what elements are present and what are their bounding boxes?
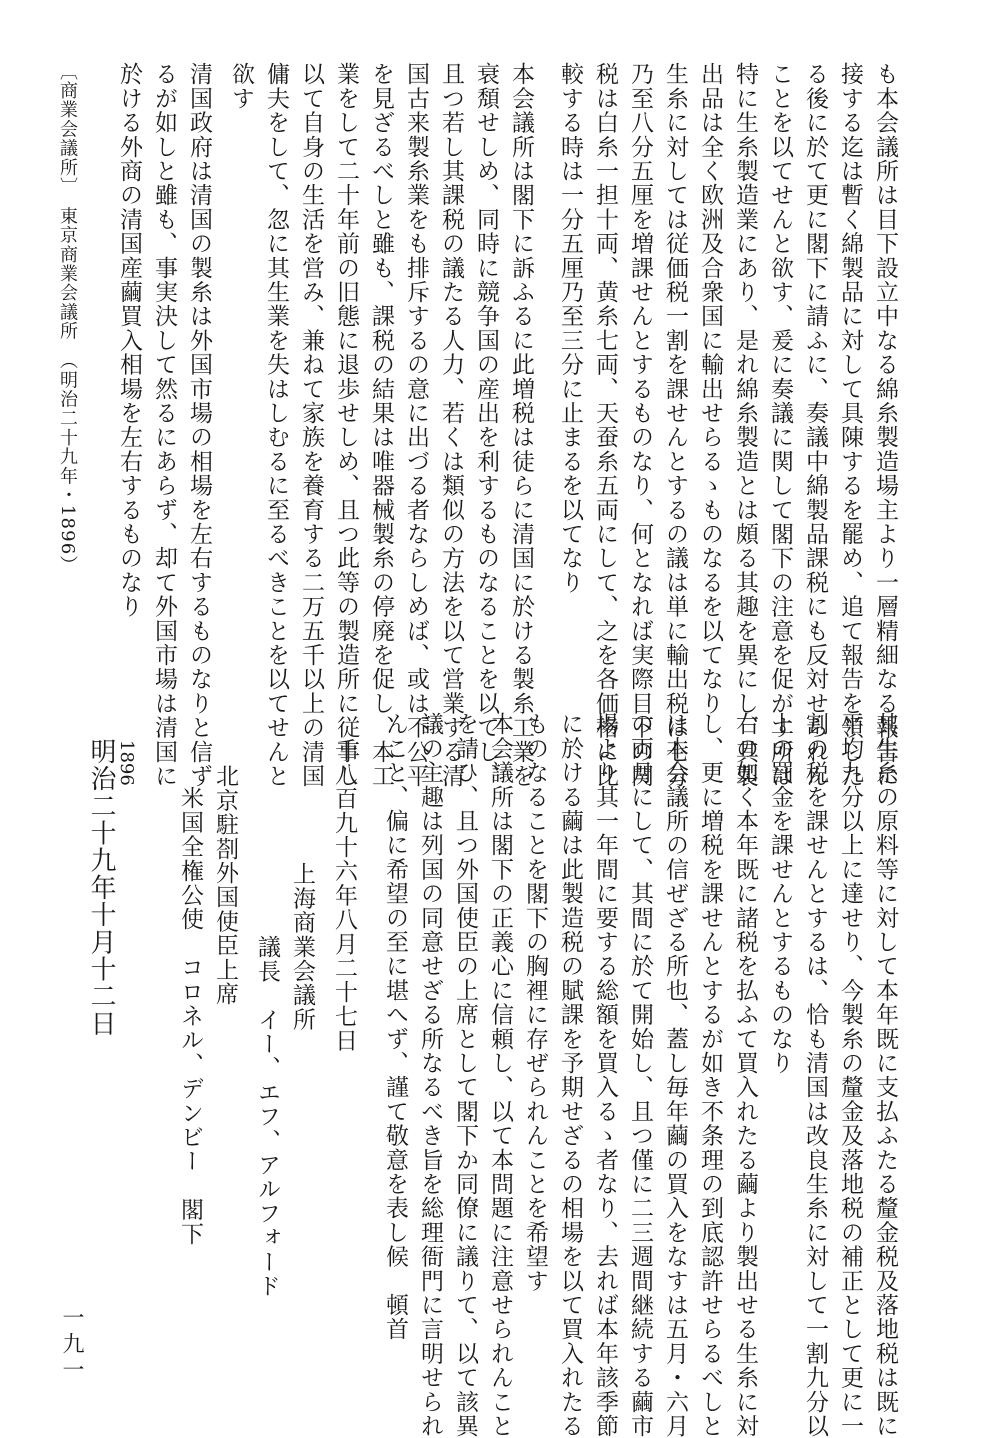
text-column: 国古来製糸業をも排斥するの意に出づる者ならしめば、或は不公平 (403, 62, 429, 788)
text-column: 其生糸の原料等に対して本年既に支払ふたる釐金税及落地税は既に (872, 712, 898, 1438)
text-column: んこと、偏に希望の至に堪へず、謹て敬意を表し候 頓首 (382, 712, 408, 1342)
text-column: 割の税を課せんとするは、恰も清国は改良生糸に対して一割九分以 (802, 712, 828, 1438)
text-column: 衰頽せしめ、同時に競争国の産出を利するものなることを以てし、 (473, 62, 499, 788)
text-column: ものなることを閣下の胸裡に存ぜられんことを希望す (522, 712, 548, 1293)
text-column: 以て自身の生活を営み、兼ねて家族を養育する二万五千以上の清国 (298, 62, 324, 788)
text-column: 場より其一年間に要する総額を買入るゝ者なり、去れば本年該季節 (592, 712, 618, 1438)
text-column: るが如しと雖も、事実決して然るにあらず、却て外国市場は清国に (151, 62, 177, 788)
text-column: 較する時は一分五厘乃至三分に止まるを以てなり (557, 62, 583, 595)
text-column: 本会議所は閣下の正義心に信頼し、以て本問題に注意せられんこと (487, 712, 513, 1438)
text-column: は本会議所の信ぜざる所也、蓋し毎年繭の買入をなすは五月・六月 (662, 712, 688, 1438)
meiji-date: 明治二十九年十月十二日 (86, 738, 116, 1038)
text-column: し、更に増税を課せんとするが如き不条理の到底認許せらるべしと (697, 712, 723, 1438)
letter-date: 千八百九十六年八月二十七日 (331, 738, 357, 1053)
text-column: 接する迄は暫く綿製品に対して具陳するを罷め、追て報告を領した (837, 62, 863, 788)
text-column: 出品は全く欧洲及合衆国に輸出せらるゝものなるを以てなり (697, 62, 723, 716)
text-column: 生糸に対しては従価税一割を課せんとするの議は単に輸出税は七分 (662, 62, 688, 788)
text-column: を見ざるべしと雖も、課税の結果は唯器械製糸の停廃を促し、本工 (368, 62, 394, 788)
text-column: 平均九分以上に達せり、今製糸の釐金及落地税の補正として更に一 (837, 712, 863, 1438)
sender-title: 議長 イー、エフ、アルフォード (254, 935, 280, 1298)
text-column: 業をして二十年前の旧態に退歩せしめ、且つ此等の製造所に従事し (333, 62, 359, 788)
source-note (58, 62, 76, 575)
text-column: 特に生糸製造業にあり、是れ綿糸製造とは頗る其趣を異にし、其製 (732, 62, 758, 788)
text-column: ことを以てせんと欲す、爰に奏議に関して閣下の注意を促がす所は (767, 62, 793, 788)
source-author: 東京商業会議所 (57, 206, 78, 342)
text-column: 清国政府は清国の製糸は外国市場の相場を左右するものなりと信ず (186, 62, 212, 788)
source-date: （明治二十九年・1896） (57, 360, 78, 575)
page-number: 一九一 (59, 1306, 84, 1384)
text-column: 右の如く本年既に諸税を払ふて買入れたる繭より製出せる生糸に対 (732, 712, 758, 1438)
text-column: 於ける外商の清国産繭買入相場を左右するものなり (116, 62, 142, 619)
text-column: を請ひ、且つ外国使臣の上席として閣下か同僚に議りて、以て該異 (452, 712, 478, 1438)
text-column: る後に於て更に閣下に請ふに、奏議中綿製品課税にも反対せられん (802, 62, 828, 788)
text-column: 傭夫をして、忽に其生業を失はしむるに至るべきことを以てせんと (263, 62, 289, 788)
sender-org: 上海商業会議所 (289, 862, 315, 1032)
text-column: に於ける繭は此製造税の賦課を予期せざるの相場を以て買入れたる (557, 712, 583, 1438)
text-column: 欲す (228, 62, 254, 111)
text-column: の両月にして、其間に於て開始し、且つ僅に二三週間継続する繭市 (627, 712, 653, 1438)
text-column: も本会議所は目下設立中なる綿糸製造場主より一層精細なる報告に (872, 62, 898, 788)
addressee-line: 米国全権公使 コロネル、デンビー 閣下 (177, 786, 203, 1246)
year-note: 1896 (116, 740, 137, 786)
text-column: 且つ若し其課税の議たる人力、若くは類似の方法を以て営業する清 (438, 62, 464, 788)
text-column: 乃至八分五厘を増課せんとするものなり、何となれば実際目下の関 (627, 62, 653, 788)
text-column: 議の主趣は列国の同意せざる所なるべき旨を総理衙門に言明せられ (417, 712, 443, 1438)
text-column: 税は白糸一担十両、黄糸七両、天蚕糸五両にして、之を各価格に比 (592, 62, 618, 788)
text-column: 本会議所は閣下に訴ふるに此増税は徒らに清国に於ける製糸工業を (508, 62, 534, 788)
addressee-line: 北京駐剳外国使臣上席 (212, 764, 238, 1006)
source-label: 〔商業会議所〕 (57, 62, 78, 188)
text-column: 上の罰金を課せんとするものなり (767, 712, 793, 1075)
